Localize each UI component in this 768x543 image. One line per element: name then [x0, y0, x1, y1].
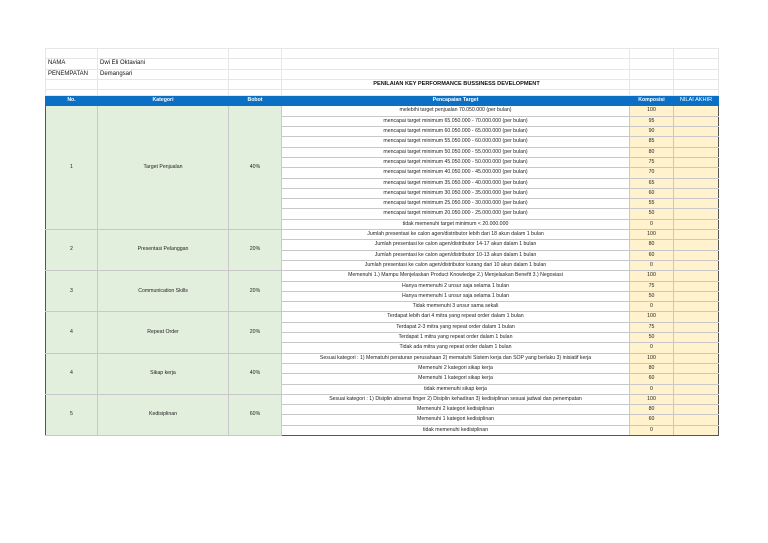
komposisi-cell[interactable]: 90 — [630, 127, 674, 137]
nilai-akhir-cell[interactable] — [674, 106, 719, 116]
komposisi-cell[interactable]: 0 — [630, 343, 674, 353]
target-cell[interactable]: Memenuhi 2 kategori kedisiplinan — [282, 405, 630, 415]
empty-cell[interactable] — [98, 79, 229, 89]
target-cell[interactable]: Memenuhi 1 kategori sikap kerja — [282, 374, 630, 384]
empty-cell[interactable] — [674, 49, 719, 59]
group-kategori[interactable]: Presentasi Pelanggan — [98, 230, 229, 271]
target-cell[interactable]: Terdapat 2-3 mitra yang repeat order dalam 1 bulan — [282, 322, 630, 332]
nilai-akhir-cell[interactable] — [674, 230, 719, 240]
nilai-akhir-cell[interactable] — [674, 312, 719, 322]
empty-cell[interactable] — [229, 59, 282, 69]
komposisi-cell[interactable]: 85 — [630, 137, 674, 147]
kpi-table — [45, 48, 719, 436]
header-nilai-akhir[interactable]: NILAI AKHIR — [674, 96, 719, 106]
nilai-akhir-cell[interactable] — [674, 178, 719, 188]
table-row — [46, 230, 719, 240]
table-row — [46, 394, 719, 404]
target-cell[interactable]: mencapai target minimum 40.050.000 - 45.000.000 (per bulan) — [282, 168, 630, 178]
group-kategori[interactable]: Kedisiplinan — [98, 394, 229, 435]
target-cell[interactable]: Sesuai kategori : 1) Mematuhi peraturan perusahaan 2) mematuhi Sistem kerja dan SOP yang berlaku 3) inisiatif kerja — [282, 353, 630, 363]
nilai-akhir-cell[interactable] — [674, 137, 719, 147]
komposisi-cell[interactable]: 100 — [630, 106, 674, 116]
komposisi-cell[interactable]: 100 — [630, 353, 674, 363]
table-row — [46, 106, 719, 116]
komposisi-cell[interactable]: 60 — [630, 415, 674, 425]
group-bobot[interactable]: 60% — [229, 394, 282, 435]
empty-cell[interactable] — [674, 59, 719, 69]
nilai-akhir-cell[interactable] — [674, 291, 719, 301]
group-no[interactable]: 5 — [46, 394, 98, 435]
target-cell[interactable]: Jumlah presentasi ke calon agen/distributor kurang dari 10 akun dalam 1 bulan — [282, 260, 630, 270]
nilai-akhir-cell[interactable] — [674, 127, 719, 137]
komposisi-cell[interactable]: 100 — [630, 271, 674, 281]
nilai-akhir-cell[interactable] — [674, 405, 719, 415]
komposisi-cell[interactable]: 55 — [630, 199, 674, 209]
komposisi-cell[interactable]: 80 — [630, 363, 674, 373]
nilai-akhir-cell[interactable] — [674, 168, 719, 178]
nilai-akhir-cell[interactable] — [674, 147, 719, 157]
group-no[interactable]: 4 — [46, 353, 98, 394]
table-row — [46, 271, 719, 281]
komposisi-cell[interactable]: 80 — [630, 240, 674, 250]
target-cell[interactable]: Hanya memenuhi 1 unsur saja selama 1 bulan — [282, 291, 630, 301]
empty-cell[interactable] — [46, 79, 98, 89]
target-cell[interactable]: mencapai target minimum 30.050.000 - 35.000.000 (per bulan) — [282, 188, 630, 198]
target-cell[interactable]: mencapai target minimum 35.050.000 - 40.000.000 (per bulan) — [282, 178, 630, 188]
komposisi-cell[interactable]: 50 — [630, 291, 674, 301]
target-cell[interactable]: melebihi target penjualan 70.050.000 (per bulan) — [282, 106, 630, 116]
target-cell[interactable]: mencapai target minimum 25.050.000 - 30.000.000 (per bulan) — [282, 199, 630, 209]
group-no[interactable]: 4 — [46, 312, 98, 353]
target-cell[interactable]: mencapai target minimum 45.050.000 - 50.000.000 (per bulan) — [282, 157, 630, 167]
group-bobot[interactable]: 20% — [229, 312, 282, 353]
group-bobot[interactable]: 40% — [229, 106, 282, 230]
komposisi-cell[interactable]: 0 — [630, 260, 674, 270]
header-target[interactable]: Pencapaian Target — [282, 96, 630, 106]
target-cell[interactable]: Terdapat lebih dari 4 mitra yang repeat order dalam 1 bulan — [282, 312, 630, 322]
komposisi-cell[interactable]: 50 — [630, 333, 674, 343]
empty-cell[interactable] — [630, 49, 674, 59]
target-cell[interactable]: mencapai target minimum 60.050.000 - 65.000.000 (per bulan) — [282, 127, 630, 137]
empty-cell[interactable] — [229, 79, 282, 89]
empty-cell[interactable] — [229, 49, 282, 59]
target-cell[interactable]: Memenuhi 1.) Mampu Menjelaskan Product Knowledge 2.) Menjelaskan Benefit 3.) Negosiasi — [282, 271, 630, 281]
target-cell[interactable]: mencapai target minimum 65.050.000 - 70.000.000 (per bulan) — [282, 116, 630, 126]
nilai-akhir-cell[interactable] — [674, 157, 719, 167]
table-row — [46, 353, 719, 363]
nilai-akhir-cell[interactable] — [674, 333, 719, 343]
komposisi-cell[interactable]: 50 — [630, 209, 674, 219]
komposisi-cell[interactable]: 0 — [630, 219, 674, 229]
komposisi-cell[interactable]: 0 — [630, 425, 674, 435]
group-kategori[interactable]: Repeat Order — [98, 312, 229, 353]
empty-cell[interactable] — [282, 69, 630, 79]
nilai-akhir-cell[interactable] — [674, 209, 719, 219]
komposisi-cell[interactable]: 0 — [630, 384, 674, 394]
komposisi-cell[interactable]: 60 — [630, 188, 674, 198]
komposisi-cell[interactable]: 100 — [630, 394, 674, 404]
nilai-akhir-cell[interactable] — [674, 302, 719, 312]
target-cell[interactable]: Tidak ada mitra yang repeat order dalam 1 bulan — [282, 343, 630, 353]
penempatan-value[interactable]: Demangsari — [98, 69, 229, 79]
empty-cell[interactable] — [630, 79, 674, 89]
komposisi-cell[interactable]: 60 — [630, 250, 674, 260]
nilai-akhir-cell[interactable] — [674, 188, 719, 198]
komposisi-cell[interactable]: 80 — [630, 147, 674, 157]
header-no[interactable]: No. — [46, 96, 98, 106]
header-komposisi[interactable]: Komposisi — [630, 96, 674, 106]
komposisi-cell[interactable]: 0 — [630, 302, 674, 312]
target-cell[interactable]: Memenuhi 2 kategori sikap kerja — [282, 363, 630, 373]
nilai-akhir-cell[interactable] — [674, 374, 719, 384]
komposisi-cell[interactable]: 95 — [630, 116, 674, 126]
kpi-sheet — [45, 48, 718, 436]
target-cell[interactable]: Tidak memenuhi 3 unsur sama sekali — [282, 302, 630, 312]
sheet-title[interactable]: PENILAIAN KEY PERFORMANCE BUSSINESS DEVELOPMENT — [282, 79, 630, 89]
nilai-akhir-cell[interactable] — [674, 384, 719, 394]
nilai-akhir-cell[interactable] — [674, 116, 719, 126]
nilai-akhir-cell[interactable] — [674, 322, 719, 332]
target-cell[interactable]: Jumlah presentasi ke calon agen/distributor 10-13 akun dalam 1 bulan — [282, 250, 630, 260]
target-cell[interactable]: Memenuhi 1 kategori kedisiplinan — [282, 415, 630, 425]
group-kategori[interactable]: Sikap kerja — [98, 353, 229, 394]
nilai-akhir-cell[interactable] — [674, 343, 719, 353]
nilai-akhir-cell[interactable] — [674, 353, 719, 363]
header-bobot[interactable]: Bobot — [229, 96, 282, 106]
empty-cell[interactable] — [282, 49, 630, 59]
empty-cell[interactable] — [98, 49, 229, 59]
nilai-akhir-cell[interactable] — [674, 260, 719, 270]
empty-cell[interactable] — [630, 69, 674, 79]
target-cell[interactable]: tidak memenuhi target minimum < 20.000.000 — [282, 219, 630, 229]
komposisi-cell[interactable]: 100 — [630, 230, 674, 240]
empty-cell[interactable] — [674, 69, 719, 79]
nilai-akhir-cell[interactable] — [674, 415, 719, 425]
penempatan-label[interactable]: PENEMPATAN — [46, 69, 98, 79]
komposisi-cell[interactable]: 100 — [630, 312, 674, 322]
target-cell[interactable]: Jumlah presentasi ke calon agen/distributor lebih dari 18 akun dalam 1 bulan — [282, 230, 630, 240]
group-bobot[interactable]: 20% — [229, 230, 282, 271]
empty-cell[interactable] — [674, 79, 719, 89]
nilai-akhir-cell[interactable] — [674, 425, 719, 435]
nilai-akhir-cell[interactable] — [674, 271, 719, 281]
nilai-akhir-cell[interactable] — [674, 240, 719, 250]
group-no[interactable]: 3 — [46, 271, 98, 312]
target-cell[interactable]: Hanya memenuhi 2 unsur saja selama 1 bulan — [282, 281, 630, 291]
nilai-akhir-cell[interactable] — [674, 219, 719, 229]
komposisi-cell[interactable]: 65 — [630, 178, 674, 188]
nilai-akhir-cell[interactable] — [674, 250, 719, 260]
target-cell[interactable]: tidak memenuhi sikap kerja — [282, 384, 630, 394]
group-kategori[interactable]: Communication Skills — [98, 271, 229, 312]
komposisi-cell[interactable]: 75 — [630, 157, 674, 167]
target-cell[interactable]: Terdapat 1 mitra yang repeat order dalam 1 bulan — [282, 333, 630, 343]
group-bobot[interactable]: 40% — [229, 353, 282, 394]
nilai-akhir-cell[interactable] — [674, 281, 719, 291]
header-kategori[interactable]: Kategori — [98, 96, 229, 106]
table-row — [46, 312, 719, 322]
nilai-akhir-cell[interactable] — [674, 199, 719, 209]
target-cell[interactable]: tidak memenuhi kedisiplinan — [282, 425, 630, 435]
empty-cell[interactable] — [46, 49, 98, 59]
group-bobot[interactable]: 20% — [229, 271, 282, 312]
group-kategori[interactable]: Target Penjualan — [98, 106, 229, 230]
nilai-akhir-cell[interactable] — [674, 363, 719, 373]
target-cell[interactable]: mencapai target minimum 20.050.000 - 25.000.000 (per bulan) — [282, 209, 630, 219]
target-cell[interactable]: mencapai target minimum 55.050.000 - 60.000.000 (per bulan) — [282, 137, 630, 147]
nilai-akhir-cell[interactable] — [674, 394, 719, 404]
nama-label[interactable]: NAMA — [46, 59, 98, 69]
komposisi-cell[interactable]: 75 — [630, 322, 674, 332]
target-cell[interactable]: mencapai target minimum 50.050.000 - 55.000.000 (per bulan) — [282, 147, 630, 157]
komposisi-cell[interactable]: 75 — [630, 281, 674, 291]
empty-cell[interactable] — [630, 59, 674, 69]
empty-cell[interactable] — [229, 69, 282, 79]
group-no[interactable]: 2 — [46, 230, 98, 271]
target-cell[interactable]: Jumlah presentasi ke calon agen/distributor 14-17 akun dalam 1 bulan — [282, 240, 630, 250]
komposisi-cell[interactable]: 70 — [630, 168, 674, 178]
komposisi-cell[interactable]: 60 — [630, 374, 674, 384]
empty-cell[interactable] — [282, 59, 630, 69]
group-no[interactable]: 1 — [46, 106, 98, 230]
target-cell[interactable]: Sesuai kategori : 1) Disiplin absensi finger 2) Disiplin kehadiran 3) kedisiplinan sesuai jadwal dan penempatan — [282, 394, 630, 404]
komposisi-cell[interactable]: 80 — [630, 405, 674, 415]
nama-value[interactable]: Dwi Eli Oktaviani — [98, 59, 229, 69]
